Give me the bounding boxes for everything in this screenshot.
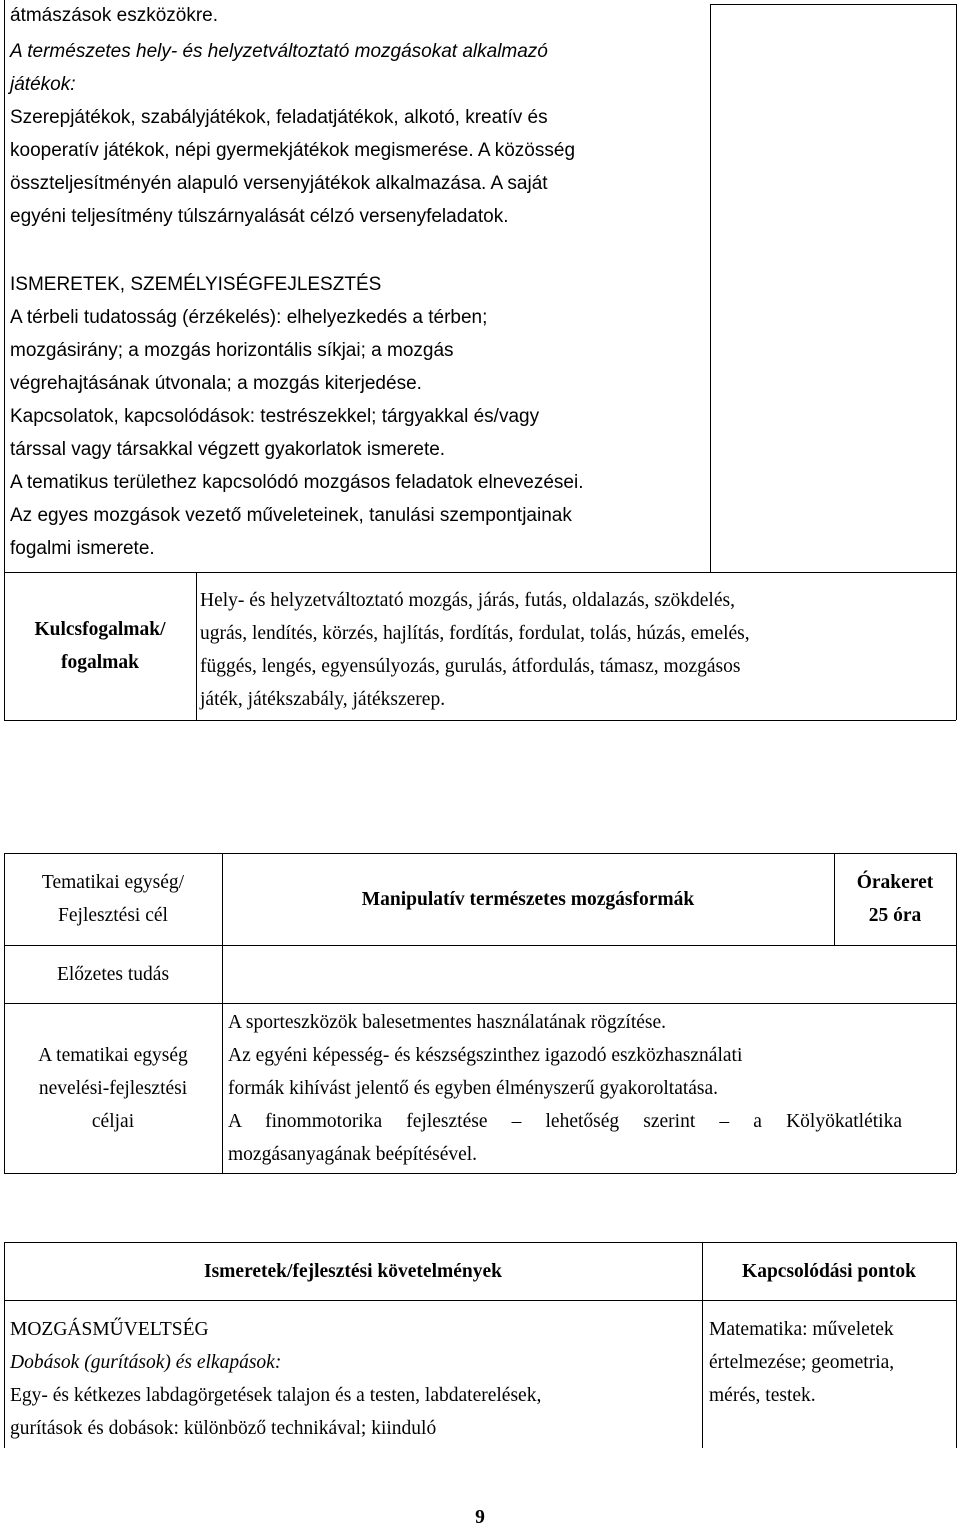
links-body (709, 1313, 954, 1412)
goals-line: formák kihívást jelentő és egyben élményszerű gyakoroltatása. (228, 1078, 719, 1099)
links-line: mérés, testek. (709, 1385, 816, 1406)
top-fragment-text: átmászások eszközökre. (10, 5, 219, 26)
key-concepts-text (200, 584, 952, 716)
knowledge-line: Az egyes mozgások vezető műveleteinek, tanulási szempontjainak (10, 505, 572, 526)
page-number: 9 (475, 1507, 485, 1528)
body-line: gurítások és dobások: különböző technikával; kiinduló (10, 1418, 437, 1439)
unit-label: Tematikai egység/ Fejlesztési cél (41, 872, 185, 926)
requirements-body (10, 1313, 700, 1445)
key-concepts-line: Hely- és helyzetváltoztató mozgás, járás, futás, oldalazás, szökdelés, (200, 590, 735, 611)
requirements-header: Ismeretek/fejlesztési követelmények (204, 1260, 502, 1282)
body-line: Egy- és kétkezes labdagörgetések talajon és a testen, labdaterelések, (10, 1385, 542, 1406)
key-concepts-line: ugrás, lendítés, körzés, hajlítás, fordítás, fordulat, tolás, húzás, emelés, (200, 623, 750, 644)
goals-line: mozgásanyagának beépítésével. (228, 1144, 478, 1165)
games-text-line-2: kooperatív játékok, népi gyermekjátékok megismerése. A közösség (10, 140, 576, 161)
games-text-line-3: összteljesítményén alapuló versenyjátékok alkalmazása. A saját (10, 173, 548, 194)
goals-line: A sporteszközök balesetmentes használatának rögzítése. (228, 1012, 667, 1033)
knowledge-heading: ISMERETEK, SZEMÉLYISÉGFEJLESZTÉS (10, 274, 382, 295)
links-header: Kapcsolódási pontok (742, 1260, 916, 1282)
content-cell (10, 2, 710, 233)
knowledge-line: fogalmi ismerete. (10, 538, 155, 559)
goals-text (228, 1006, 902, 1171)
knowledge-section (10, 268, 710, 565)
key-concepts-line: függés, lengés, egyensúlyozás, gurulás, átfordulás, támasz, mozgásos (200, 656, 741, 677)
goals-line: A finommotorika fejlesztése – lehetőség szerint – a Kölyökatlétika (228, 1111, 902, 1132)
knowledge-line: Kapcsolatok, kapcsolódások: testrészekkel; tárgyakkal és/vagy (10, 406, 540, 427)
links-line: értelmezése; geometria, (709, 1352, 895, 1373)
goals-line: Az egyéni képesség- és készségszinthez igazodó eszközhasználati (228, 1045, 743, 1066)
key-concepts-line: játék, játékszabály, játékszerep. (200, 689, 446, 710)
hours-cell (834, 853, 956, 945)
hours-value: 25 óra (868, 905, 922, 926)
key-concepts-label: Kulcsfogalmak/ fogalmak (34, 619, 166, 673)
knowledge-line: társsal vagy társakkal végzett gyakorlatok ismerete. (10, 439, 446, 460)
knowledge-line: A tematikus területhez kapcsolódó mozgásos feladatok elnevezései. (10, 472, 584, 493)
games-text-line-1: Szerepjátékok, szabályjátékok, feladatjátékok, alkotó, kreatív és (10, 107, 548, 128)
games-heading-line-1: A természetes hely- és helyzetváltoztató mozgásokat alkalmazó (10, 41, 548, 62)
knowledge-line: A térbeli tudatosság (érzékelés): elhelyezkedés a térben; (10, 307, 488, 328)
games-heading-line-2: játékok: (10, 74, 76, 95)
section-heading: MOZGÁSMŰVELTSÉG (10, 1319, 209, 1340)
knowledge-line: végrehajtásának útvonala; a mozgás kiterjedése. (10, 373, 422, 394)
links-line: Matematika: műveletek (709, 1319, 894, 1340)
unit-title: Manipulatív természetes mozgásformák (361, 888, 695, 910)
knowledge-line: mozgásirány; a mozgás horizontális síkjai; a mozgás (10, 340, 454, 361)
hours-label: Órakeret (856, 872, 934, 893)
prior-knowledge-label: Előzetes tudás (56, 963, 170, 985)
goals-label: A tematikai egység nevelési-fejlesztési céljai (38, 1044, 188, 1132)
games-text-line-4: egyéni teljesítmény túlszárnyalását célzó versenyfeladatok. (10, 206, 509, 227)
italic-subheading: Dobások (gurítások) és elkapások: (10, 1352, 282, 1373)
